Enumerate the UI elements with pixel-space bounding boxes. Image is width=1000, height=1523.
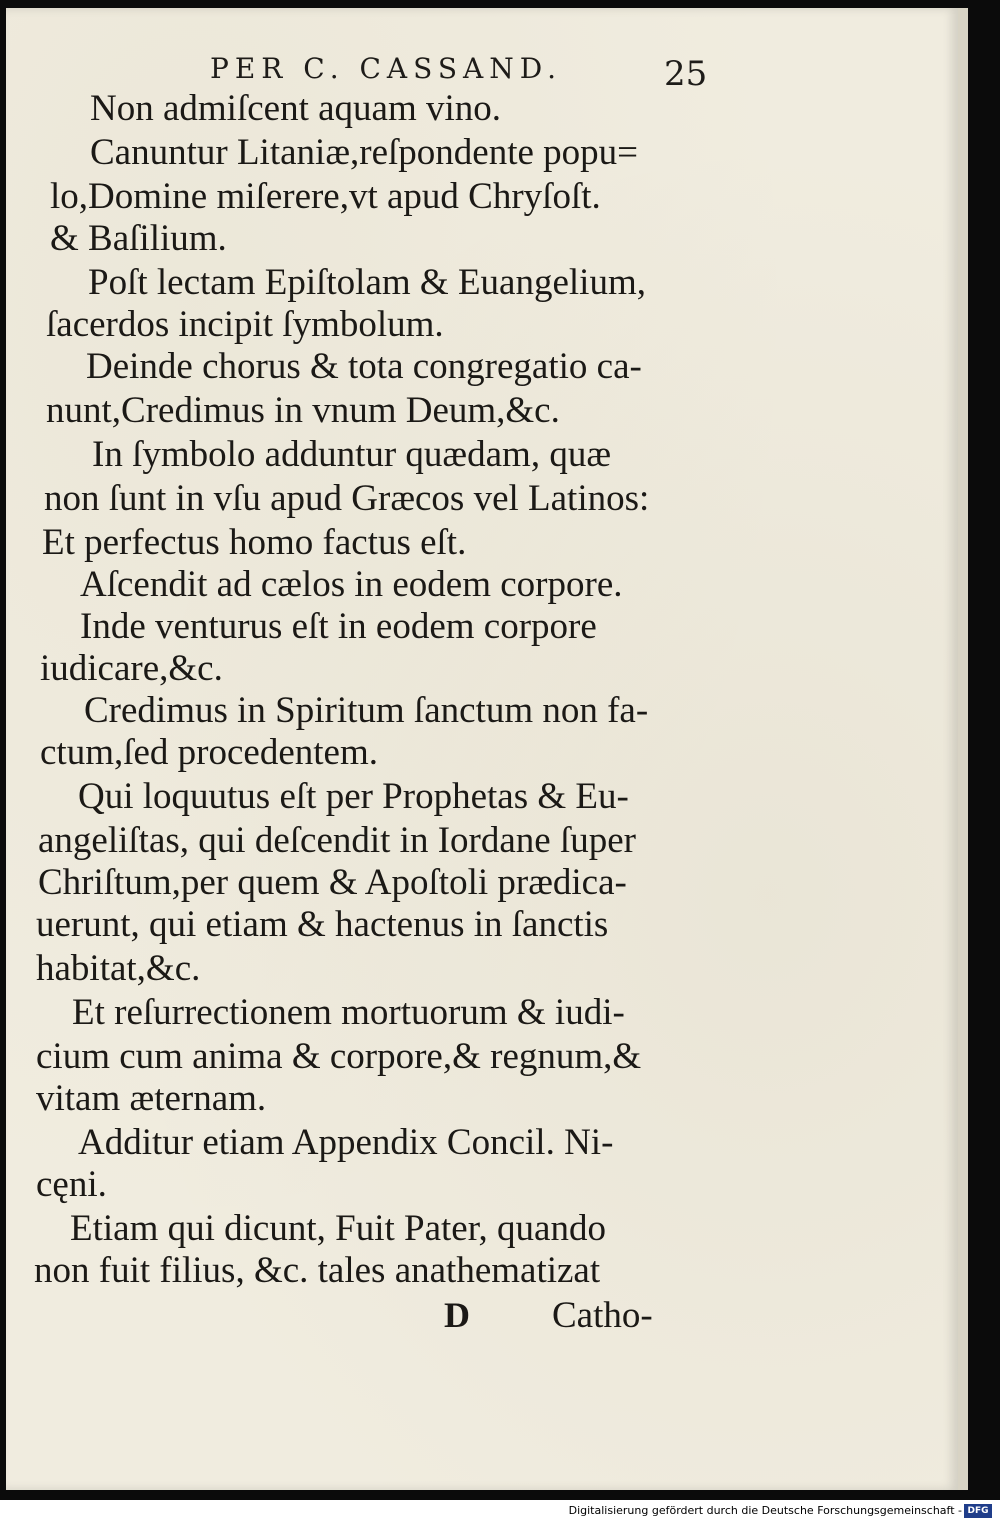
text-line: Qui loquutus eſt per Prophetas & Eu- (78, 776, 629, 817)
text-line: non ſunt in vſu apud Græcos vel Latinos: (44, 478, 650, 519)
text-line: habitat,&c. (36, 948, 201, 989)
text-line: ctum,ſed procedentem. (40, 732, 379, 773)
text-line: angeliſtas, qui deſcendit in Iordane ſuper (38, 820, 636, 861)
text-line: lo,Domine miſerere,vt apud Chryſoſt. (50, 176, 601, 217)
text-line: & Baſilium. (50, 218, 227, 259)
page-number: 25 (664, 54, 708, 94)
page-edge (958, 8, 968, 1490)
text-line: iudicare,&c. (40, 648, 223, 689)
running-head: PER C. CASSAND. (210, 52, 563, 85)
text-line: Aſcendit ad cælos in eodem corpore. (80, 564, 623, 605)
text-line: uerunt, qui etiam & hactenus in ſanctis (36, 904, 609, 945)
text-line: Deinde chorus & tota congregatio ca- (86, 346, 642, 387)
text-line: Poſt lectam Epiſtolam & Euangelium, (88, 262, 646, 303)
catchword: Catho- (552, 1295, 653, 1336)
text-line: Et perfectus homo factus eſt. (42, 522, 467, 563)
text-line: Additur etiam Appendix Concil. Ni- (78, 1122, 614, 1163)
text-line: Etiam qui dicunt, Fuit Pater, quando (70, 1208, 606, 1249)
text-line: non fuit filius, &c. tales anathematizat (34, 1250, 601, 1291)
text-line: nunt,Credimus in vnum Deum,&c. (46, 390, 560, 431)
text-line: Inde venturus eſt in eodem corpore (80, 606, 597, 647)
text-line: Et reſurrectionem mortuorum & iudi- (72, 992, 625, 1033)
text-line: Credimus in Spiritum ſanctum non fa- (84, 690, 649, 731)
text-line: In ſymbolo adduntur quædam, quæ (92, 434, 611, 475)
text-line: ſacerdos incipit ſymbolum. (46, 304, 444, 345)
dfg-logo-icon: DFG (964, 1504, 992, 1518)
text-line: cium cum anima & corpore,& regnum,& (36, 1036, 642, 1077)
text-line: Chriſtum,per quem & Apoſtoli prædica- (38, 862, 627, 903)
footer-credit: Digitalisierung gefördert durch die Deutsche Forschungsgemeinschaft - (568, 1504, 962, 1517)
text-line: Canuntur Litaniæ,reſpondente popu= (90, 132, 639, 173)
signature-mark: D (444, 1295, 470, 1335)
text-line: vitam æternam. (36, 1078, 267, 1119)
text-line: Non admiſcent aquam vino. (90, 88, 502, 129)
text-line: cęni. (36, 1164, 107, 1205)
